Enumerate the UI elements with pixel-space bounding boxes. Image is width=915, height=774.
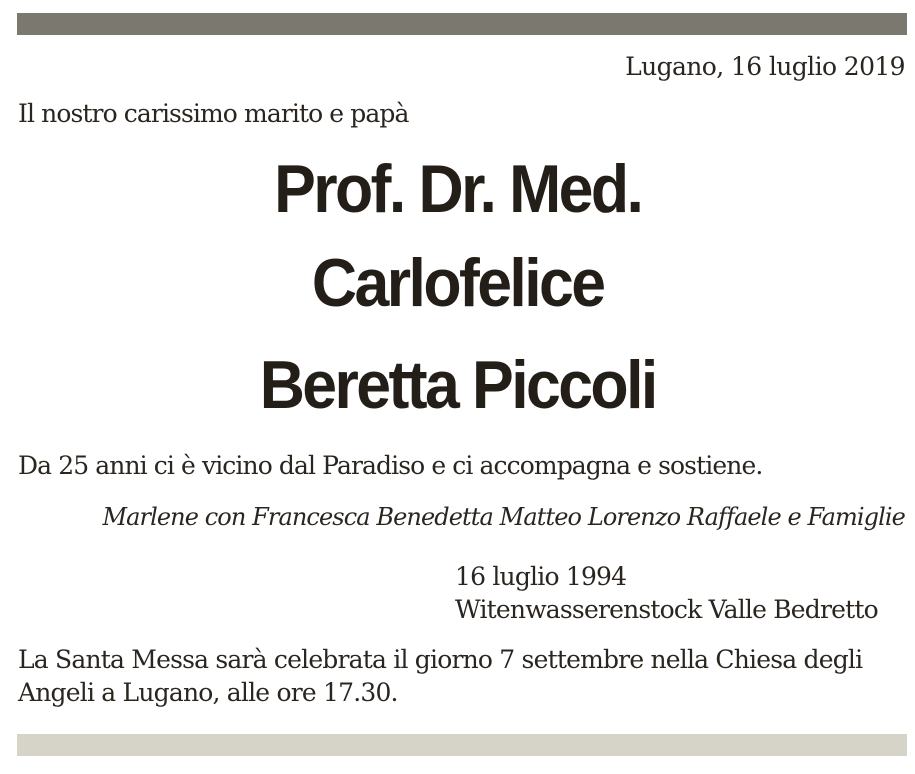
mass-announcement-line-2: Angeli a Lugano, alle ore 17.30. — [18, 678, 398, 707]
notice-intro: Il nostro carissimo marito e papà — [18, 99, 409, 128]
deceased-first-name-line: Carlofelice — [311, 245, 604, 321]
family-signature: Marlene con Francesca Benedetta Matteo Lorenzo Raffaele e Famiglie — [102, 503, 905, 531]
notice-date-place: Lugano, 16 luglio 2019 — [625, 52, 905, 81]
bottom-divider-bar — [17, 734, 907, 756]
top-divider-bar — [17, 13, 907, 35]
death-place: Witenwasserenstock Valle Bedretto — [455, 595, 878, 624]
remembrance-phrase: Da 25 anni ci è vicino dal Paradiso e ci accompagna e sostiene. — [18, 451, 763, 480]
mass-announcement-line-1: La Santa Messa sarà celebrata il giorno 7 settembre nella Chiesa degli — [18, 645, 863, 674]
deceased-title-line: Prof. Dr. Med. — [274, 151, 642, 227]
deceased-surname-line: Beretta Piccoli — [259, 347, 656, 423]
death-date: 16 luglio 1994 — [455, 562, 627, 591]
